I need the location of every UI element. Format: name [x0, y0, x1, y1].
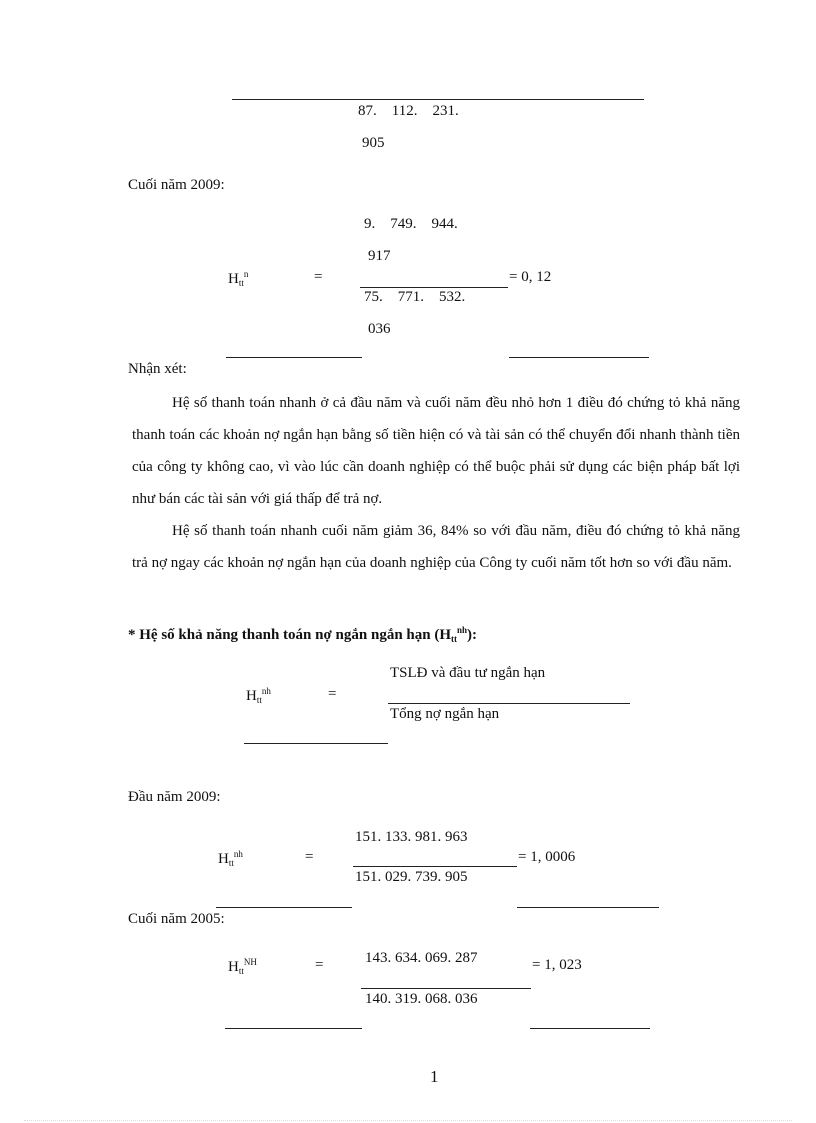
section-heading-end-2009: Cuối năm 2009:	[128, 177, 225, 193]
fraction-bar-top	[232, 99, 644, 100]
denominator-top: 87. 112. 231.	[358, 103, 459, 119]
formula-numerator: TSLĐ và đầu tư ngắn hạn	[390, 665, 546, 681]
remark-paragraph-1: Hệ số thanh toán nhanh ở cả đầu năm và cuối năm đều nhỏ hơn 1 điều đó chứng tỏ khả năng thanh toán các khoản nợ ngắn hạn bằng số tiền hiện có và tài sản có thể chuyển đổi nhanh thành tiền của công ty không cao, vì vào lúc cần doanh nghiệp có thể buộc phải sử dụng các biện pháp bất lợi như bán các tài sản với giá thấp để trả nợ.	[132, 395, 740, 507]
remark-heading: Nhận xét:	[128, 361, 187, 377]
numerator-end-2009: 9. 749. 944.	[364, 216, 458, 232]
numerator-end-2009-cont: 917	[368, 248, 391, 264]
result-start-2009: = 1, 0006	[518, 849, 576, 865]
equals-sign: =	[315, 957, 324, 973]
divider	[216, 907, 352, 908]
section-heading-start-2009: Đầu năm 2009:	[128, 789, 221, 805]
fraction-bar	[388, 703, 630, 704]
fraction-bar	[361, 988, 531, 989]
equals-sign: =	[314, 269, 323, 285]
denominator-end-2005: 140. 319. 068. 036	[365, 991, 478, 1007]
divider	[509, 357, 649, 358]
formula-denominator: Tổng nợ ngắn hạn	[390, 706, 500, 722]
denominator-start-2009: 151. 029. 739. 905	[355, 869, 468, 885]
divider	[517, 907, 659, 908]
fraction-bar	[353, 866, 517, 867]
fraction-bar	[360, 287, 508, 288]
divider	[244, 743, 388, 744]
formula-symbol-general: $H_{tt}^{nh}$	[246, 686, 271, 705]
divider	[225, 1028, 362, 1029]
formula-symbol-end-2009: $H_{tt}^n$	[228, 269, 249, 288]
equals-sign: =	[328, 686, 337, 702]
result-end-2005: = 1, 023	[532, 957, 582, 973]
numerator-end-2005: 143. 634. 069. 287	[365, 950, 478, 966]
divider	[226, 357, 362, 358]
divider	[530, 1028, 650, 1029]
denominator-end-2009: 75. 771. 532.	[364, 289, 466, 305]
page-number: 1	[430, 1067, 439, 1086]
section-heading-end-2005: Cuối năm 2005:	[128, 911, 225, 927]
denominator-top-cont: 905	[362, 135, 385, 151]
result-end-2009: = 0, 12	[509, 269, 552, 285]
denominator-end-2009-cont: 036	[368, 321, 391, 337]
formula-symbol-end-2005: $H_{tt}^{NH}$	[228, 957, 257, 976]
remark-paragraph-2: Hệ số thanh toán nhanh cuối năm giảm 36, 84% so với đầu năm, điều đó chứng tỏ khả năng trả nợ ngay các khoản nợ ngắn hạn của doanh nghiệp của Công ty cuối năm tốt hơn so với đầu năm.	[132, 523, 740, 571]
section-heading-short-term: * Hệ số khả năng thanh toán nợ ngắn ngắn hạn $(H_{tt}^{nh})$:	[128, 625, 478, 644]
equals-sign: =	[305, 849, 314, 865]
formula-symbol-start-2009: $H_{tt}^{nh}$	[218, 849, 243, 868]
numerator-start-2009: 151. 133. 981. 963	[355, 829, 468, 845]
page-bottom-border	[24, 1120, 792, 1121]
